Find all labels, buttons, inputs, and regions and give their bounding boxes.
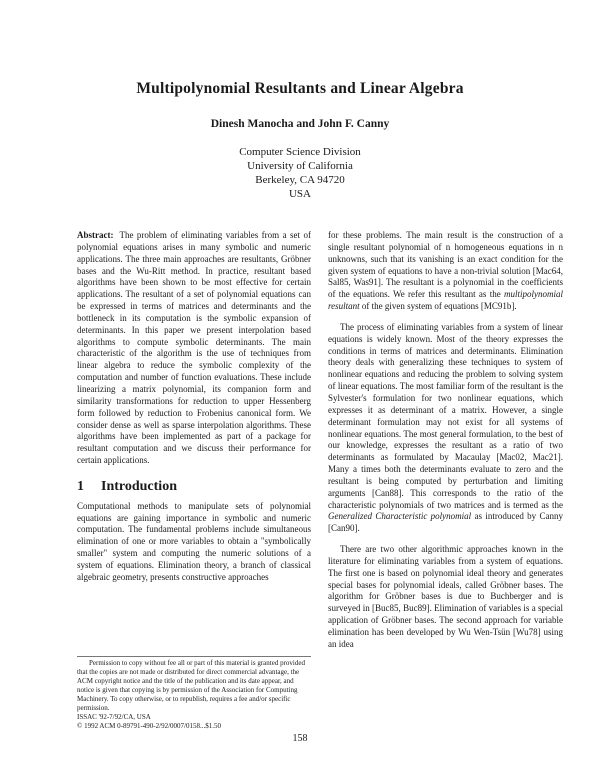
affiliation-block xyxy=(0,145,600,201)
paper-title: Multipolynomial Resultants and Linear Algebra xyxy=(136,80,464,97)
section-title: Introduction xyxy=(101,478,177,494)
copyright-line: © 1992 ACM 0-89791-490-2/92/0007/0158...$1.50 xyxy=(77,722,221,730)
abstract-label: Abstract: xyxy=(77,230,114,240)
page-number: 158 xyxy=(292,733,308,744)
abstract-paragraph xyxy=(77,230,311,467)
affiliation-line: USA xyxy=(288,188,311,200)
section-number: 1 xyxy=(77,478,84,494)
right-column xyxy=(328,230,563,651)
text-run: The process of eliminating variables from a system of linear equations is widely known. Most of the theory expresses the conditions in terms of matrices and determinants. Elimination theory deals with generalizing these techniques to system of nonlinear equations and reducing the problem to solving system of linear equations. The most familiar form of the resultant is the Sylvester's formulation for two nonlinear equations, which expresses it as determinant of a matrix. However, a single determinant formulation may not exist for all systems of nonlinear equations. The most general formulation, to the best of our knowledge, expresses the resultant as a ratio of two determinants as formulated by Macaulay [Mac02, Mac21]. Many a times both the determinants evaluate to zero and the resultant is being computed by perturbation and limiting arguments [Can88]. This corresponds to the ratio of the characteristic polynomials of two matrices and is termed as the xyxy=(328,321,563,510)
body-paragraph xyxy=(328,322,563,535)
affiliation-line: Berkeley, CA 94720 xyxy=(255,174,345,186)
text-run: as introduced by Canny [Can90]. xyxy=(328,511,564,534)
left-column xyxy=(77,230,311,584)
footnote-text: Permission to copy without fee all or part of this material is granted provided that the copies are not made or distributed for direct commercial advantage, the ACM copyright notice and the title of the publication and its date appear, and notice is given that copying is by permission of the Association for Computing Machinery. To copy otherwise, or to republish, requires a fee and/or specific permission. xyxy=(77,659,305,712)
author-list: Dinesh Manocha and John F. Canny xyxy=(210,118,390,130)
text-run: for these problems. The main result is the construction of a single resultant polynomial of n homogeneous equations in n unknowns, such that its vanishing is an exact condition for the given system of equations to have a non-trivial solution [Mac64, Sal85, Was91]. The resultant is a polynomial in the coefficients of the equations. We refer this resultant as the xyxy=(328,230,563,300)
copyright-footnote xyxy=(77,659,311,731)
body-paragraph xyxy=(328,230,563,313)
abstract-text: The problem of eliminating variables from a set of polynomial equations arises in many symbolic and numeric applications. The three main approaches are resultants, Gröbner bases and the Wu-Ritt method. In practice, resultant based algorithms have been shown to be most effective for certain applications. The resultant of a set of polynomial equations can be expressed in terms of matrices and determinants and the bottleneck in its computation is the symbolic expansion of determinants. In this paper we present interpolation based algorithms to compute symbolic determinants. The main characteristic of the algorithm is the use of techniques from linear algebra to reduce the symbolic complexity of the computation and number of function evaluations. These include linearizing a matrix polynomial, its companion form and similarity transformations for reduction to upper Hessenberg form followed by reduction to Frobenius canonical form. We consider dense as well as sparse interpolation algorithms. These algorithms have been implemented as part of a package for resultant computation and we discuss their performance for certain applications. xyxy=(77,230,311,466)
section-heading xyxy=(77,478,311,494)
emphasis-term: multipolynomial resultant xyxy=(328,289,563,312)
body-paragraph: There are two other algorithmic approaches known in the literature for eliminating variables from a system of equations. The first one is based on polynomial ideal theory and generates special bases for polynomial ideals, called Gröbner bases. The algorithm for Gröbner bases is due to Buchberger and is surveyed in [Buc85, Buc89]. Elimination of variables is a special application of Gröbner bases. The second approach for variable elimination has been developed by Wu Wen-Tsün [Wu78] using an idea xyxy=(328,544,563,649)
footnote-divider xyxy=(77,656,311,657)
text-run: of the given system of equations [MC91b]. xyxy=(359,301,517,312)
intro-paragraph: Computational methods to manipulate sets of polynomial equations are gaining importance in symbolic and numeric computation. The fundamental problems include simultaneous elimination of one or more variables to obtain a "symbolically smaller" system and computing the numeric solutions of a system of equations. Elimination theory, a branch of classical algebraic geometry, presents constructive approaches xyxy=(77,500,311,582)
conference-line: ISSAC '92-7/92/CA, USA xyxy=(77,713,151,721)
emphasis-term: Generalized Characteristic polynomial xyxy=(328,511,472,522)
affiliation-line: University of California xyxy=(247,160,353,172)
affiliation-line: Computer Science Division xyxy=(239,146,361,158)
